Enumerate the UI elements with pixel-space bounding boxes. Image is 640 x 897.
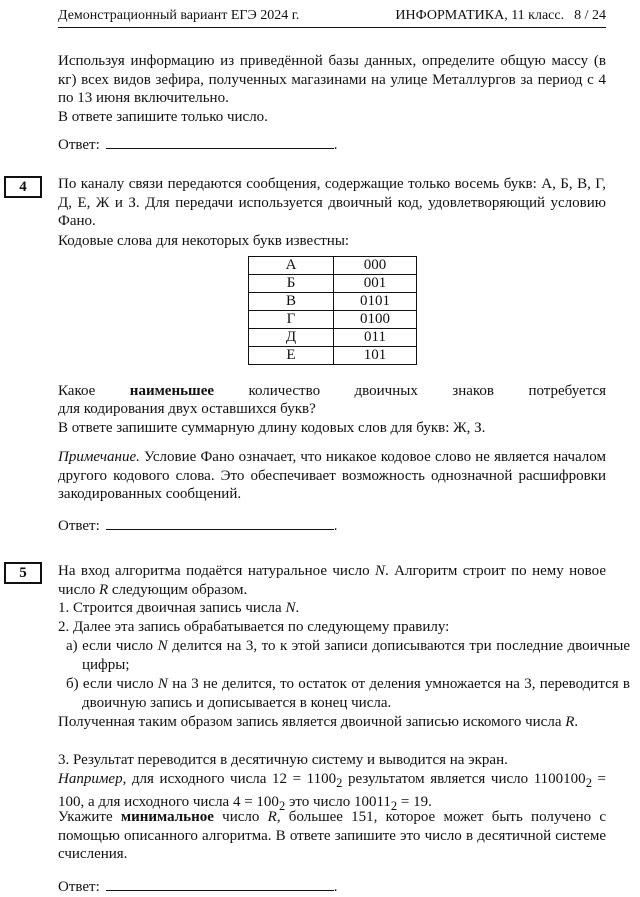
question-number-box: 5 [4, 562, 42, 584]
note-label: Примечание. [58, 449, 140, 465]
letter-cell: Д [249, 329, 334, 347]
header-subject: ИНФОРМАТИКА, 11 класс. [395, 8, 565, 23]
letter-cell: А [249, 257, 334, 275]
code-table-row [249, 275, 417, 293]
code-cell: 101 [334, 347, 417, 365]
q4-answer-line[interactable]: Ответ: . [58, 518, 338, 534]
q5-rule-b: б) если число N на 3 не делится, то остаток от деления умножается на 3, переводится в двоичную запись и дописывается в конец числа. [66, 676, 630, 711]
code-cell: 0101 [334, 293, 417, 311]
code-table-row [249, 329, 417, 347]
code-table [248, 256, 417, 365]
q4-word: Какое [58, 383, 96, 399]
letter-cell: Б [249, 275, 334, 293]
code-cell: 0100 [334, 311, 417, 329]
q4-instruction: В ответе запишите суммарную длину кодовых слов для букв: Ж, З. [58, 420, 486, 436]
q5-task: Укажите минимальное число R, большее 151, которое может быть получено с помощью описанного алгоритма. В ответе запишите это число в десятичной системе счисления. [58, 809, 606, 862]
q5-intro: На вход алгоритма подаётся натуральное число N. Алгоритм строит по нему новое число R следующим образом. [58, 563, 607, 598]
header-exam-title: Демонстрационный вариант ЕГЭ 2024 г. [58, 8, 300, 23]
q4-intro: По каналу связи передаются сообщения, содержащие только восемь букв: А, Б, В, Г, Д, Е, Ж и З. Для передачи используется двоичный код, удовлетворяющий условию Фано. [58, 176, 606, 229]
q4-note [58, 448, 606, 504]
q3-instruction: В ответе запишите только число. [58, 109, 268, 125]
header-page-number: 8 / 24 [574, 8, 606, 23]
answer-blank[interactable] [106, 136, 334, 149]
header-rule [58, 27, 606, 28]
code-table-row [249, 311, 417, 329]
answer-blank[interactable] [106, 517, 334, 530]
q5-answer-line[interactable]: Ответ: . [58, 879, 338, 895]
q3-text: Используя информацию из приведённой базы данных, определите общую массу (в кг) всех видов зефира, полученных магазинами на улице Металлургов за период с 4 по 13 июня включительно. [58, 53, 606, 106]
q4-word: количество [248, 383, 321, 399]
q4-question-line2: для кодирования двух оставшихся букв? [58, 401, 316, 417]
q4-word: двоичных [354, 383, 418, 399]
q5-step2: 2. Далее эта запись обрабатывается по следующему правилу: [58, 619, 450, 635]
code-cell: 001 [334, 275, 417, 293]
q4-known-label: Кодовые слова для некоторых букв известны: [58, 233, 350, 249]
answer-label: Ответ: [58, 137, 100, 153]
letter-cell: В [249, 293, 334, 311]
q4-word-bold: наименьшее [129, 383, 215, 399]
code-table-row [249, 293, 417, 311]
question-number-box: 4 [4, 176, 42, 198]
code-cell: 011 [334, 329, 417, 347]
note-text: Условие Фано означает, что никакое кодовое слово не является началом другого кодового слова. Это обеспечивает возможность однозначной расшифровки закодированных сообщений. [58, 449, 606, 502]
q4-word: знаков [452, 383, 494, 399]
answer-label: Ответ: [58, 518, 100, 534]
code-table-row [249, 257, 417, 275]
letter-cell: Г [249, 311, 334, 329]
code-cell: 000 [334, 257, 417, 275]
q4-question-line1 [58, 382, 606, 401]
letter-cell: Е [249, 347, 334, 365]
q5-result: Полученная таким образом запись является двоичной записью искомого числа R. [58, 714, 579, 730]
answer-label: Ответ: [58, 879, 100, 895]
code-table-row [249, 347, 417, 365]
q5-rule-a: а) если число N делится на 3, то к этой записи дописываются три последние двоичные цифры; [66, 638, 630, 673]
q3-answer-line[interactable]: Ответ: . [58, 137, 338, 153]
q5-step3: 3. Результат переводится в десятичную систему и выводится на экран. [58, 752, 508, 768]
q5-step1: 1. Строится двоичная запись числа N. [58, 600, 300, 616]
header-subject-page [395, 8, 606, 24]
q5-example: Например, для исходного числа $12 = 1100_2$ результатом является число $1100100_2 = 100$, а для исходного числа $4 = 100_2$ это число $10011_2 = 19$. [58, 771, 606, 813]
q4-word: потребуется [528, 383, 606, 399]
answer-blank[interactable] [106, 878, 334, 891]
